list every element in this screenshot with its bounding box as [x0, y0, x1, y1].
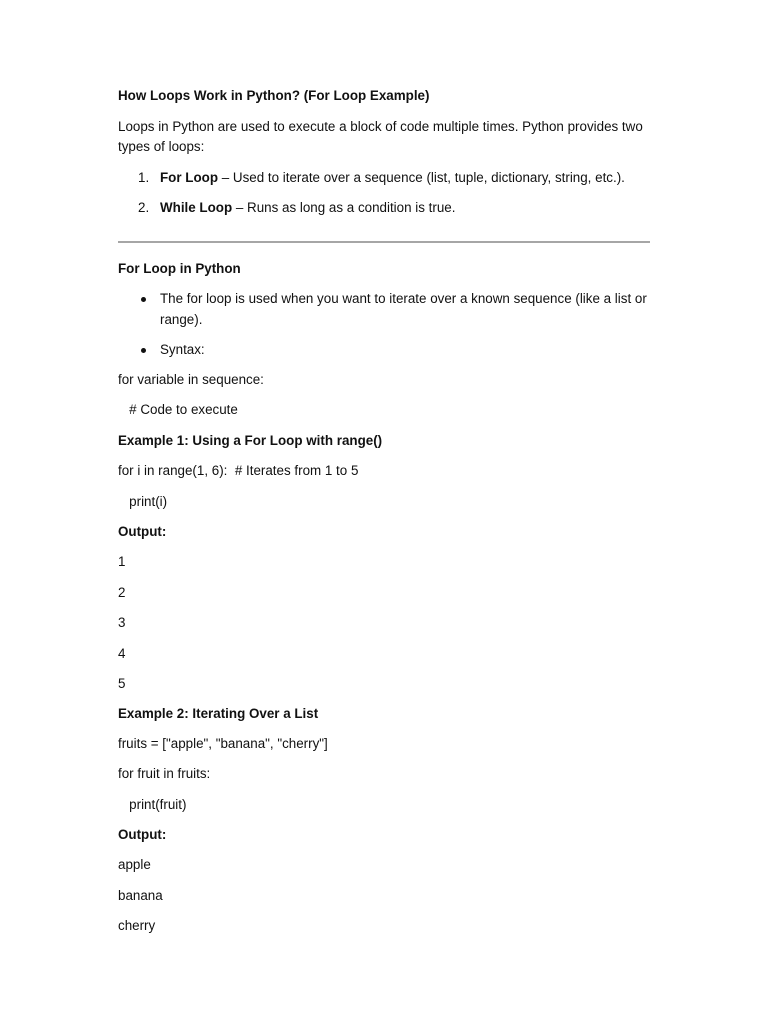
- syntax-line-2: # Code to execute: [118, 402, 238, 417]
- section-heading: For Loop in Python: [118, 261, 241, 276]
- output-line: cherry: [118, 918, 156, 933]
- output-line: banana: [118, 888, 163, 903]
- example-1-heading: Example 1: Using a For Loop with range(): [118, 433, 383, 448]
- example-1-code-line-1: for i in range(1, 6): # Iterates from 1 to 5: [118, 463, 359, 478]
- output-line: 5: [118, 676, 126, 691]
- example-2-code-line-1: fruits = ["apple", "banana", "cherry"]: [118, 736, 328, 751]
- term-for-loop: For Loop: [160, 170, 219, 185]
- bullet-icon: [141, 348, 146, 353]
- bullet-item-2: Syntax:: [160, 342, 205, 357]
- example-2-code-line-2: for fruit in fruits:: [118, 766, 211, 781]
- example-1-output-label: Output:: [118, 524, 167, 539]
- example-2-output-label: Output:: [118, 827, 167, 842]
- horizontal-divider: [118, 241, 650, 243]
- term-while-loop: While Loop: [160, 200, 233, 215]
- example-1-code-line-2: print(i): [118, 494, 168, 509]
- document-title: How Loops Work in Python? (For Loop Example): [118, 88, 430, 103]
- list-item-for-loop: [160, 169, 625, 187]
- output-line: 4: [118, 646, 126, 661]
- intro-line-2: types of loops:: [118, 139, 205, 154]
- bullet-item-1-line-2: range).: [160, 312, 203, 327]
- example-2-code-line-3: print(fruit): [118, 797, 187, 812]
- desc-while-loop: – Runs as long as a condition is true.: [232, 200, 456, 215]
- output-line: 3: [118, 615, 126, 630]
- output-line: 2: [118, 585, 126, 600]
- intro-line-1: Loops in Python are used to execute a block of code multiple times. Python provides two: [118, 119, 643, 134]
- example-2-heading: Example 2: Iterating Over a List: [118, 706, 319, 721]
- bullet-icon: [141, 297, 146, 302]
- output-line: 1: [118, 554, 126, 569]
- list-number-2: 2.: [138, 200, 150, 215]
- syntax-line-1: for variable in sequence:: [118, 372, 264, 387]
- list-item-while-loop: [160, 199, 455, 217]
- list-number-1: 1.: [138, 170, 150, 185]
- desc-for-loop: – Used to iterate over a sequence (list, tuple, dictionary, string, etc.).: [218, 170, 625, 185]
- output-line: apple: [118, 857, 151, 872]
- bullet-item-1-line-1: The for loop is used when you want to iterate over a known sequence (like a list or: [160, 291, 647, 306]
